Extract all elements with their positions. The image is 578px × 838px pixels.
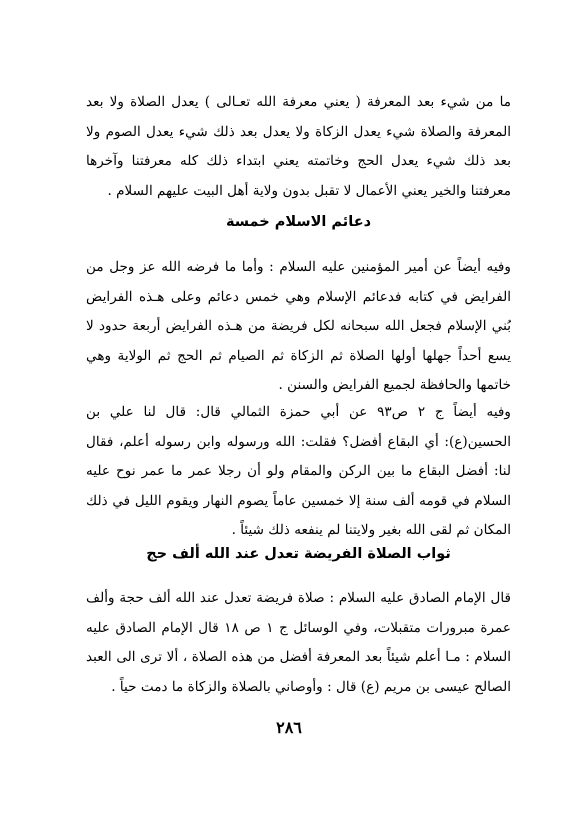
section-heading-prayer-reward: ثواب الصلاة الفريضة تعدل عند الله ألف حج	[146, 546, 451, 562]
section-heading-pillars: دعائم الاسلام خمسة	[225, 214, 372, 230]
paragraph-3	[86, 398, 511, 546]
page-number: ٢٨٦	[276, 718, 302, 737]
paragraph-1-text: ما من شيء بعد المعرفة ( يعني معرفة الله تعـالى ) يعدل الصلاة ولا بعد المعرفة والصلاة شيء يعدل الزكاة ولا يعدل بعد ذلك شيء يعدل الصوم ولا بعد ذلك شيء يعدل الحج وخاتمته يعني ابتداء ذلك كله معرفتنا وآخرها معرفتنا والخير يعني الأعمال لا تقبل بدون ولاية أهل البيت عليهم السلام .	[86, 94, 511, 199]
paragraph-2	[86, 253, 511, 401]
paragraph-3-text: وفيه أيضاً ج ٢ ص٩٣ عن أبي حمزة الثمالي قال: قال لنا علي بن الحسين(ع): أي البقاع أفضل؟ فقلت: الله ورسوله وابن رسوله أعلم، فقال لنا: أفضل البقاع ما بين الركن والمقام ولو أن رجلا عمر ما عمر نوح عليه السلام في قومه ألف سنة إلا خمسين عاماً يصوم النهار ويقوم الليل في ذلك المكان ثم لقى الله بغير ولايتنا لم ينفعه ذلك شيئاً .	[86, 404, 511, 538]
paragraph-1	[86, 88, 511, 206]
paragraph-4-text: قال الإمام الصادق عليه السلام : صلاة فريضة تعدل عند الله ألف حجة وألف عمرة مبرورات متقبلات، وفي الوسائل ج ١ ص ١٨ قال الإمام الصادق عليه السلام : مـا أعلم شيئاً بعد المعرفة أفضل من هذه الصلاة ، ألا ترى الى العبد الصالح عيسى بن مريم (ع) قال : وأوصاني بالصلاة والزكاة ما دمت حياً .	[86, 590, 512, 695]
paragraph-4	[86, 584, 511, 702]
paragraph-2-text: وفيه أيضاً عن أمير المؤمنين عليه السلام : وأما ما فرضه الله عز وجل من الفرايض في كتابه فدعائم الإسلام وهي خمس دعائم وعلى هـذه الفرايض بُني الإسلام فجعل الله سبحانه لكل فريضة من هـذه الفرايض أربعة حدود لا يسع أحداً جهلها أولها الصلاة ثم الزكاة ثم الصيام ثم الحج ثم الولاية وهي خاتمها والحافظة لجميع الفرايض والسنن .	[86, 259, 511, 393]
